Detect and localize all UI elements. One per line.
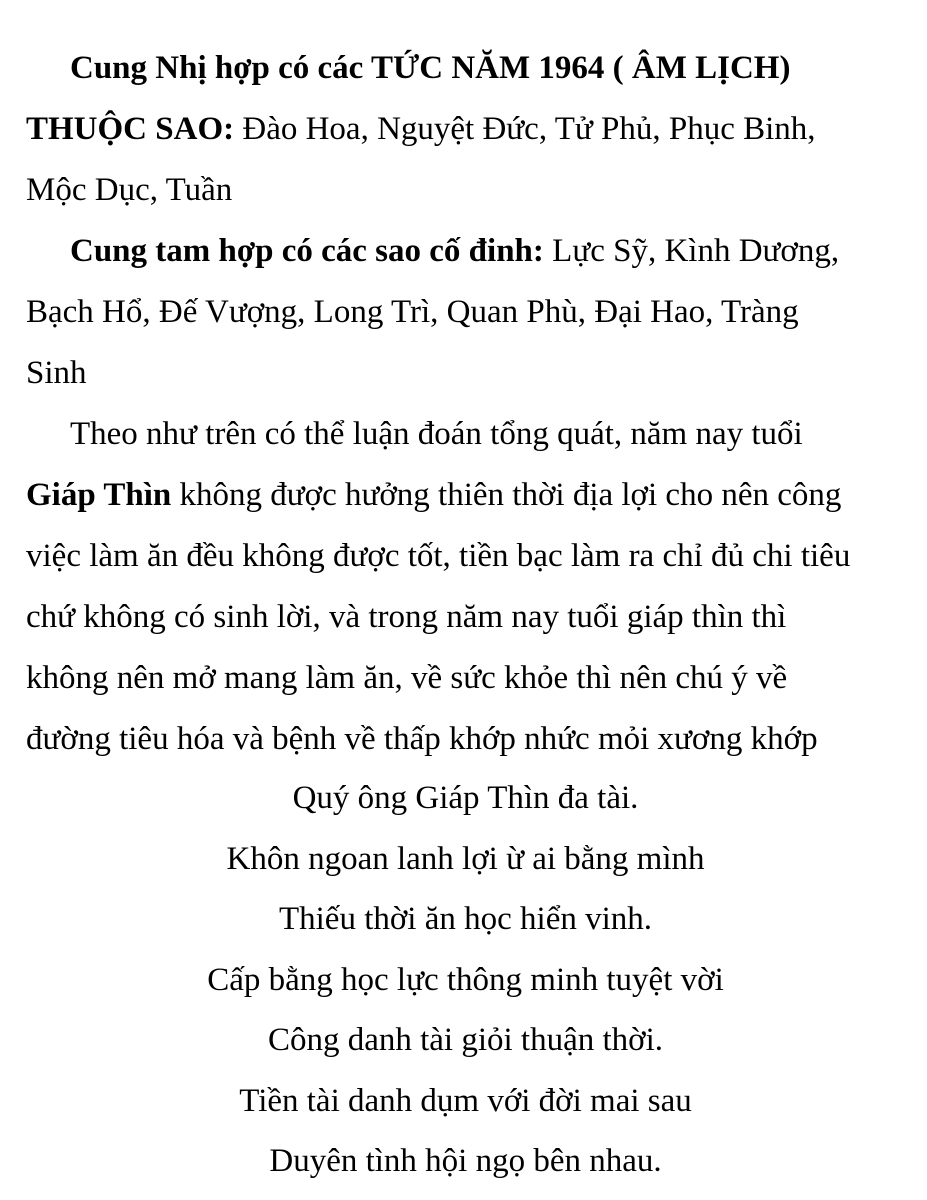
text-line: [26, 99, 905, 160]
text-line: [26, 465, 905, 526]
heading-nhi-hop: [26, 38, 905, 99]
text-span: Lực Sỹ, Kình Dương,: [543, 233, 840, 269]
label-tam-hop: Cung tam hợp có các sao cố đinh:: [70, 233, 544, 269]
verse-line: Khôn ngoan lanh lợi ừ ai bằng mình: [226, 840, 705, 877]
text-line: việc làm ăn đều không được tốt, tiền bạc làm ra chỉ đủ chi tiêu: [26, 538, 851, 574]
text-line: chứ không có sinh lời, và trong năm nay tuổi giáp thìn thì: [26, 599, 787, 635]
paragraph-stars-nhi-hop: [26, 38, 905, 221]
verse-line: Công danh tài giỏi thuận thời.: [267, 1022, 664, 1058]
text-line: [26, 221, 905, 282]
text-line: Bạch Hổ, Đế Vượng, Long Trì, Quan Phù, Đại Hao, Tràng: [26, 294, 799, 330]
text-span: không được hưởng thiên thời địa lợi cho nên công: [171, 477, 842, 513]
verse-line: Cấp bằng học lực thông minh tuyệt vời: [207, 961, 724, 998]
verse-line: Quý ông Giáp Thìn đa tài.: [292, 780, 639, 816]
heading-nhi-hop-text: Cung Nhị hợp có các TỨC NĂM 1964 ( ÂM LỊCH): [70, 50, 791, 86]
text-span: Đào Hoa, Nguyệt Đức, Tử Phủ, Phục Binh,: [234, 111, 816, 147]
label-giap-thin: Giáp Thìn: [26, 477, 172, 513]
text-line: Theo như trên có thể luận đoán tổng quát, năm nay tuổi: [70, 416, 803, 452]
paragraph-forecast: [26, 404, 905, 770]
verse-line: Thiếu thời ăn học hiển vinh.: [278, 901, 653, 937]
text-line: đường tiêu hóa và bệnh về thấp khớp nhức mỏi xương khớp: [26, 721, 818, 757]
verse-line: Duyên tình hội ngọ bên nhau.: [269, 1143, 662, 1179]
poem-verse: [26, 768, 905, 1192]
label-thuoc-sao: THUỘC SAO:: [26, 111, 235, 147]
paragraph-stars-tam-hop: [26, 221, 905, 404]
text-line: Sinh: [26, 355, 87, 391]
text-line: không nên mở mang làm ăn, về sức khỏe thì nên chú ý về: [26, 660, 788, 696]
verse-line: Tiền tài danh dụm với đời mai sau: [239, 1082, 692, 1119]
text-line: Mộc Dục, Tuần: [26, 172, 233, 208]
